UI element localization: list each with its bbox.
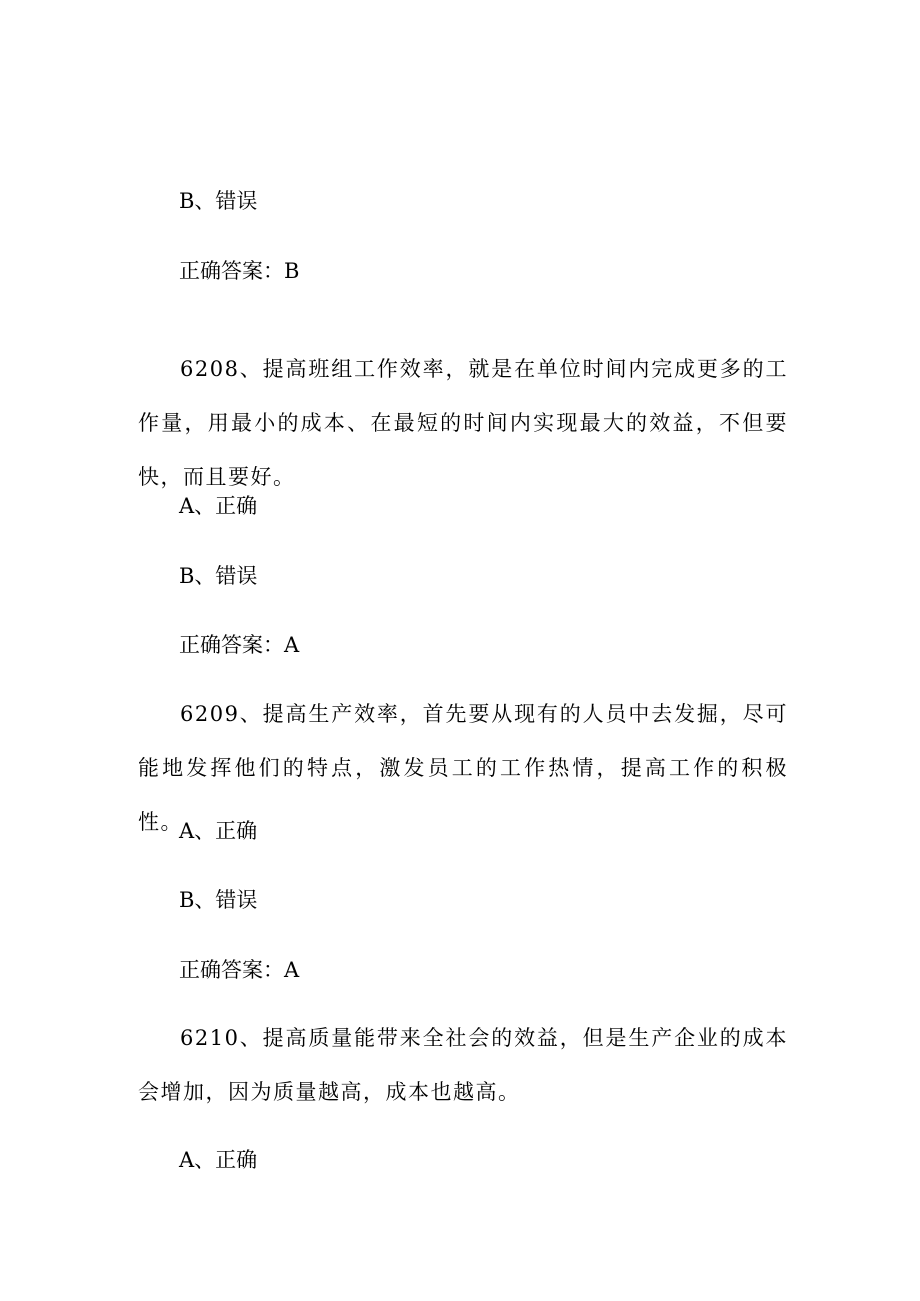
option-a: A、正确 (179, 819, 258, 843)
option-a: A、正确 (179, 1148, 258, 1172)
question-6210: 6210、提高质量能带来全社会的效益，但是生产企业的成本会增加，因为质量越高，成本也越高。 (138, 1026, 788, 1104)
correct-answer: 正确答案：A (179, 958, 300, 982)
correct-answer: 正确答案：B (179, 259, 300, 283)
correct-answer: 正确答案：A (179, 633, 300, 657)
option-a: A、正确 (179, 494, 258, 518)
option-b: B、错误 (179, 564, 258, 588)
option-b: B、错误 (179, 189, 258, 213)
question-6208: 6208、提高班组工作效率，就是在单位时间内完成更多的工作量，用最小的成本、在最短的时间内实现最大的效益，不但要快，而且要好。 (138, 357, 788, 489)
question-6209: 6209、提高生产效率，首先要从现有的人员中去发掘，尽可能地发挥他们的特点，激发员工的工作热情，提高工作的积极性。 (138, 702, 788, 834)
option-b: B、错误 (179, 888, 258, 912)
